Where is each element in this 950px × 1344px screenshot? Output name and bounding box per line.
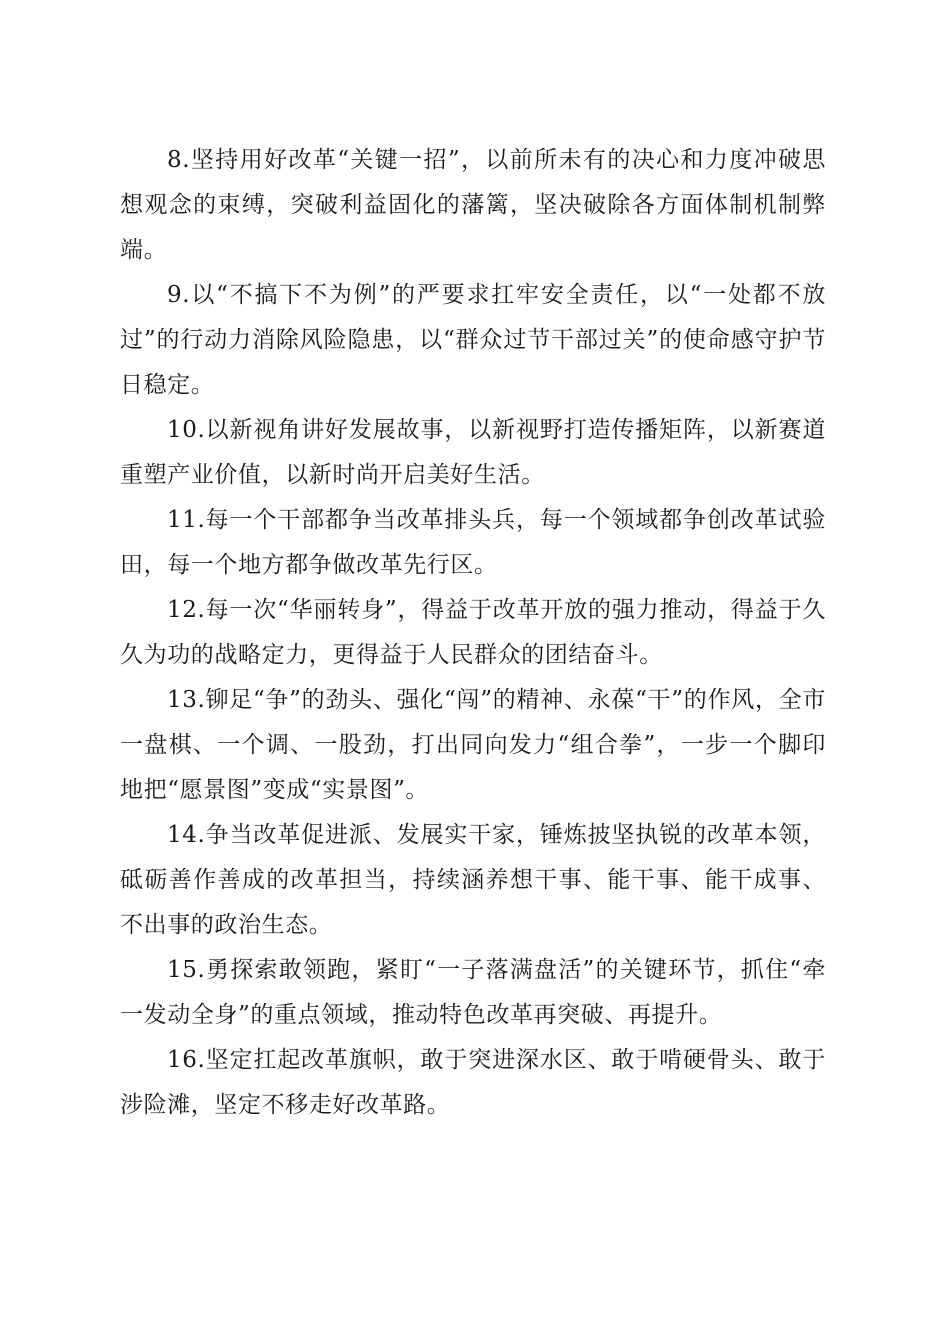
document-body	[120, 138, 826, 1128]
paragraph-13: 13.铆足“争”的劲头、强化“闯”的精神、永葆“干”的作风，全市一盘棋、一个调、一股劲，打出同向发力“组合拳”，一步一个脚印地把“愿景图”变成“实景图”。	[120, 687, 826, 803]
paragraph-12: 12.每一次“华丽转身”，得益于改革开放的强力推动，得益于久久为功的战略定力，更得益于人民群众的团结奋斗。	[120, 597, 826, 668]
paragraph-16: 16.坚定扛起改革旗帜，敢于突进深水区、敢于啃硬骨头、敢于涉险滩，坚定不移走好改革路。	[120, 1047, 826, 1118]
paragraph-9: 9.以“不搞下不为例”的严要求扛牢安全责任，以“一处都不放过”的行动力消除风险隐患，以“群众过节干部过关”的使命感守护节日稳定。	[120, 282, 826, 398]
paragraph-11: 11.每一个干部都争当改革排头兵，每一个领域都争创改革试验田，每一个地方都争做改革先行区。	[120, 507, 826, 578]
paragraph-15: 15.勇探索敢领跑，紧盯“一子落满盘活”的关键环节，抓住“牵一发动全身”的重点领域，推动特色改革再突破、再提升。	[120, 957, 826, 1028]
paragraph-8: 8.坚持用好改革“关键一招”，以前所未有的决心和力度冲破思想观念的束缚，突破利益固化的藩篱，坚决破除各方面体制机制弊端。	[120, 147, 826, 263]
paragraph-10: 10.以新视角讲好发展故事，以新视野打造传播矩阵，以新赛道重塑产业价值，以新时尚开启美好生活。	[120, 417, 826, 488]
paragraph-14: 14.争当改革促进派、发展实干家，锤炼披坚执锐的改革本领，砥砺善作善成的改革担当，持续涵养想干事、能干事、能干成事、不出事的政治生态。	[120, 822, 826, 938]
